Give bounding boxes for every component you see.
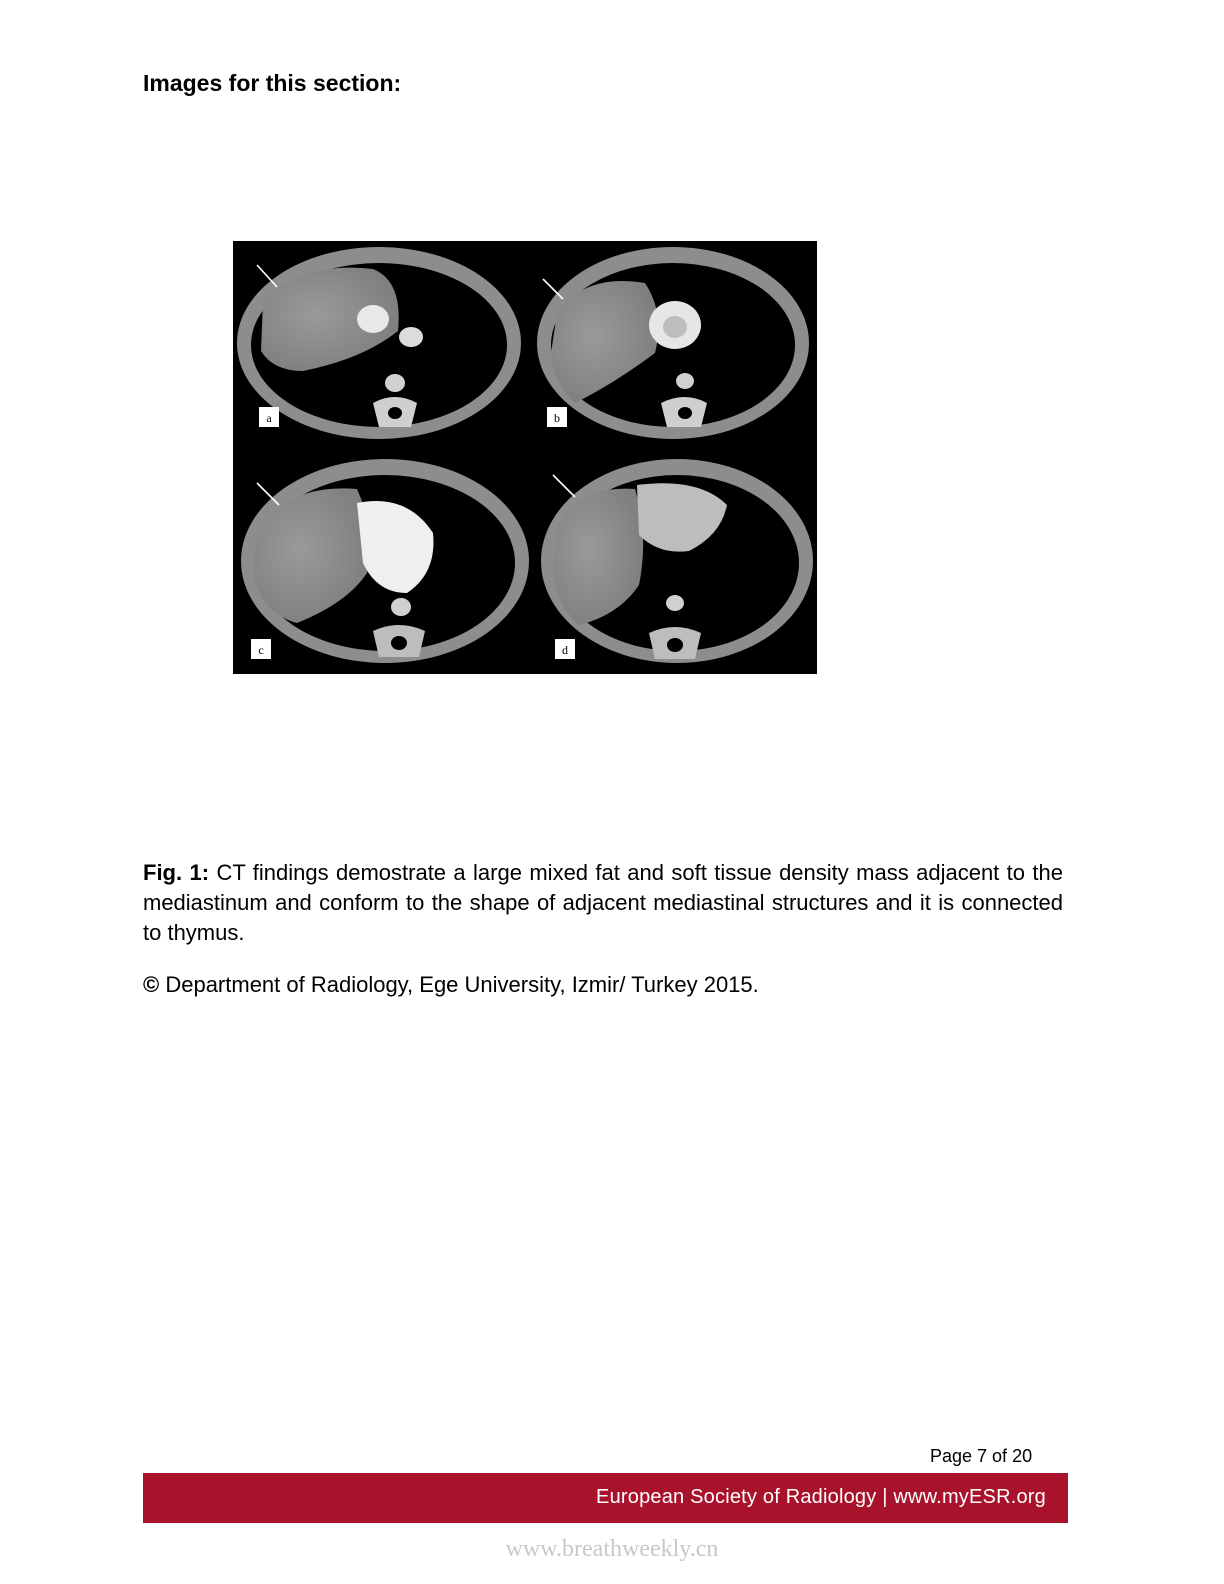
- footer-band: [143, 1473, 1068, 1523]
- watermark: www.breathweekly.cn: [505, 1536, 719, 1562]
- figure-caption-label: Fig. 1:: [143, 860, 210, 885]
- ct-panel-b: [537, 247, 809, 439]
- panel-c-label: c: [258, 643, 264, 657]
- panel-a-label: a: [266, 411, 272, 425]
- ct-panel-c: [241, 459, 529, 663]
- copyright-symbol: ©: [143, 972, 160, 997]
- ct-panel-d: [541, 459, 813, 663]
- footer-organization: European Society of Radiology | www.myESR.org: [596, 1486, 1046, 1508]
- page-number: Page 7 of 20: [930, 1446, 1033, 1466]
- ct-scan-grid: [233, 241, 817, 674]
- panel-b-label: b: [554, 411, 560, 425]
- panel-d-label: d: [562, 643, 568, 657]
- copyright-text: Department of Radiology, Ege University, Izmir/ Turkey 2015.: [159, 972, 759, 997]
- copyright-line: [143, 970, 759, 1000]
- figure-caption-text: CT findings demostrate a large mixed fat and soft tissue density mass adjacent to the mediastinum and conform to the shape of adjacent mediastinal structures and it is connected to thymus.: [143, 860, 1064, 945]
- section-heading: Images for this section:: [143, 70, 402, 96]
- figure-caption: [143, 858, 1063, 948]
- ct-figure: [233, 241, 817, 674]
- ct-panel-a: [237, 247, 521, 439]
